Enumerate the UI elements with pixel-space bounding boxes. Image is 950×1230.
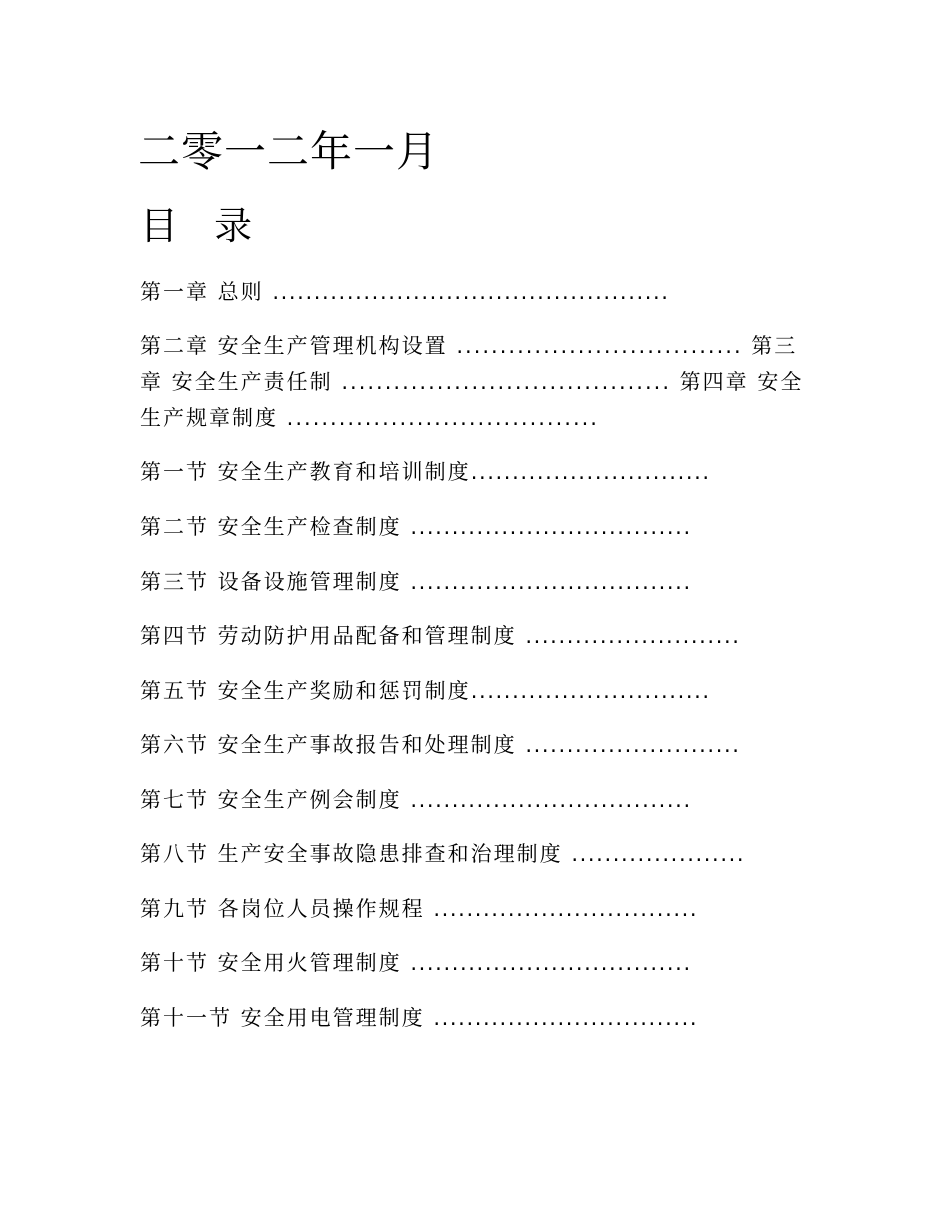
toc-entry-label: 第六节 安全生产事故报告和处理制度 — [140, 733, 526, 757]
toc-leader-dots: ................................................ — [272, 280, 670, 304]
toc-entry-label: 第十节 安全用火管理制度 — [140, 951, 411, 975]
toc-leader-dots: ................................ — [433, 897, 699, 921]
toc-entry-section-4[interactable] — [140, 618, 741, 654]
toc-leader-dots: .......................... — [525, 733, 741, 757]
toc-title: 目 录 — [140, 204, 265, 248]
toc-entry-label: 第七节 安全生产例会制度 — [140, 788, 411, 812]
toc-entry-label: 第一节 安全生产教育和培训制度 — [140, 460, 471, 484]
toc-entry-section-7[interactable] — [140, 782, 692, 818]
toc-entry-label: 第四节 劳动防护用品配备和管理制度 — [140, 624, 526, 648]
toc-entry-section-2[interactable] — [140, 509, 692, 545]
toc-entry-label: 第十一节 安全用电管理制度 — [140, 1006, 434, 1030]
toc-leader-dots: .................................. — [410, 515, 692, 539]
toc-entry-label: 第五节 安全生产奖励和惩罚制度 — [140, 679, 471, 703]
toc-entry-label: 第九节 各岗位人员操作规程 — [140, 897, 434, 921]
toc-entry-section-9[interactable] — [140, 891, 698, 927]
toc-entry-chapters-2-4[interactable] — [140, 328, 810, 436]
toc-leader-dots: ..................... — [571, 842, 746, 866]
toc-entry-line: 第二章 安全生产管理机构设置 ................................. 第三 — [140, 334, 798, 358]
toc-entry-chapter-1[interactable] — [140, 274, 670, 310]
toc-leader-dots: ................................ — [433, 1006, 699, 1030]
toc-entry-section-8[interactable] — [140, 836, 745, 872]
toc-entry-section-11[interactable] — [140, 1000, 698, 1036]
toc-leader-dots: .................................. — [410, 788, 692, 812]
toc-entry-line: 章 安全生产责任制 ...................................... 第四章 安全 — [140, 370, 804, 394]
toc-entry-label: 第一章 总则 — [140, 280, 273, 304]
toc-entry-label: 第三节 设备设施管理制度 — [140, 570, 411, 594]
toc-leader-dots: .................................. — [410, 570, 692, 594]
toc-entry-section-10[interactable] — [140, 945, 692, 981]
toc-entry-section-6[interactable] — [140, 727, 741, 763]
toc-entry-section-1[interactable] — [140, 454, 711, 490]
toc-leader-dots: .................................. — [410, 951, 692, 975]
toc-leader-dots: ............................. — [470, 460, 711, 484]
toc-leader-dots: .......................... — [525, 624, 741, 648]
toc-entry-line: 生产规章制度 .................................... — [140, 406, 599, 430]
toc-entry-section-3[interactable] — [140, 564, 692, 600]
toc-entry-section-5[interactable] — [140, 673, 711, 709]
toc-leader-dots: ............................. — [470, 679, 711, 703]
toc-entry-label: 第二节 安全生产检查制度 — [140, 515, 411, 539]
date-title: 二零一二年一月 — [138, 127, 440, 176]
toc-entry-label: 第八节 生产安全事故隐患排查和治理制度 — [140, 842, 572, 866]
